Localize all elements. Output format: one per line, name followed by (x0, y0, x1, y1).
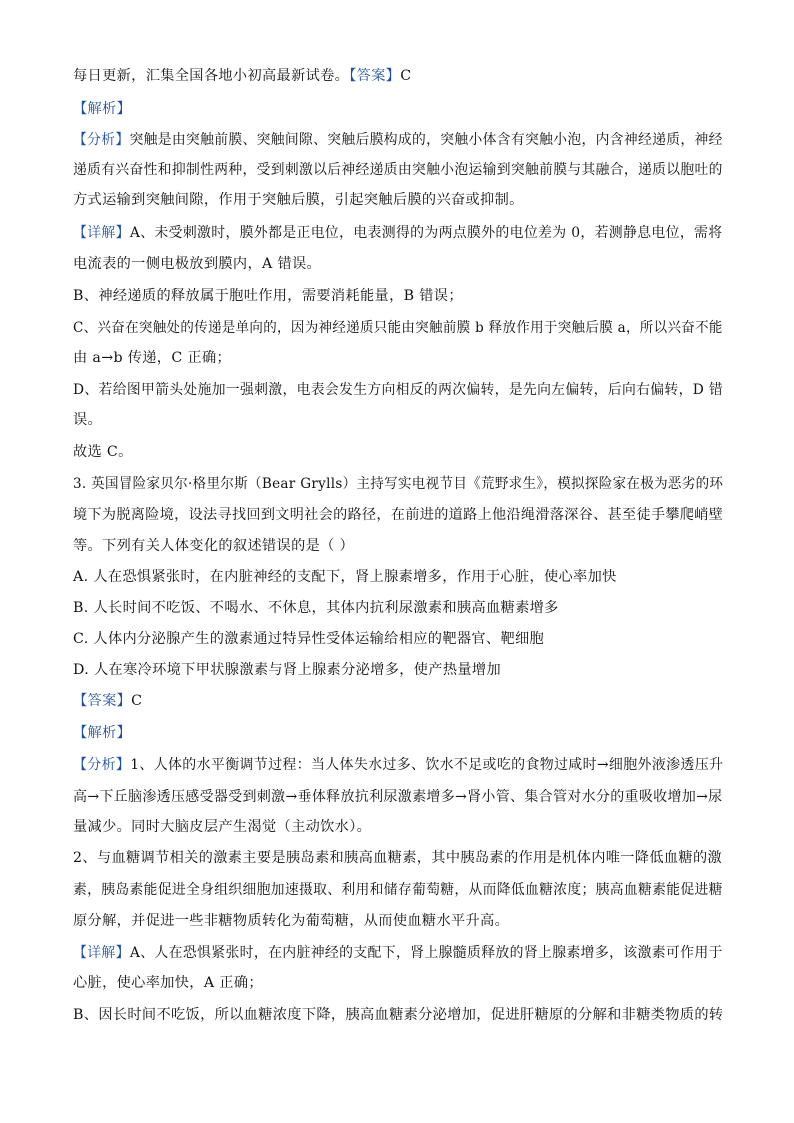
option-d: D. 人在寒冷环境下甲状腺激素与肾上腺素分泌增多，使产热量增加 (73, 662, 501, 678)
detail-text: A、人在恐惧紧张时，在内脏神经的支配下，肾上腺髓质释放的肾上腺素增多，该激素可作用于 (129, 945, 723, 961)
option-b: B. 人长时间不吃饭、不喝水、不休息，其体内抗利尿激素和胰高血糖素增多 (73, 600, 559, 616)
fenxi-tag: 【分析】 (73, 132, 130, 148)
option-c: C. 人体内分泌腺产生的激素通过特异性受体运输给相应的靶器官、靶细胞 (73, 631, 545, 647)
header-line (73, 66, 723, 86)
detail-text: A、未受刺激时，膜外都是正电位，电表测得的为两点膜外的电位差为 0，若测静息电位，需将 (129, 225, 723, 241)
detail-line: B、因长时间不吃饭，所以血糖浓度下降，胰高血糖素分泌增加，促进肝糖原的分解和非糖类物质的转 (73, 1007, 724, 1023)
fenxi-line (73, 755, 724, 775)
detail-tag: 【详解】 (73, 225, 130, 241)
fenxi-line: 高→下丘脑渗透压感受器受到刺激→垂体释放抗利尿激素增多→肾小管、集合管对水分的重吸收增加→尿 (73, 789, 723, 805)
fenxi-line: 原分解，并促进一些非糖物质转化为葡萄糖，从而使血糖水平升高。 (73, 913, 510, 929)
detail-line: 由 a→b 传递，C 正确； (73, 350, 232, 366)
detail-line: C、兴奋在突触处的传递是单向的，因为神经递质只能由突触前膜 b 释放作用于突触后膜 a，所以兴奋不能 (73, 320, 723, 336)
conclusion-line: 故选 C。 (73, 444, 133, 460)
fenxi-tag: 【分析】 (73, 757, 131, 773)
question-stem-line: 3. 英国冒险家贝尔·格里尔斯（Bear Grylls）主持写实电视节目《荒野求生》，模拟探险家在极为恶劣的环 (73, 476, 724, 492)
detail-line: D、若给图甲箭头处施加一强刺激，电表会发生方向相反的两次偏转，是先向左偏转，后向右偏转，D 错 (73, 382, 724, 398)
fenxi-text: 1、人体的水平衡调节过程：当人体失水过多、饮水不足或吃的食物过咸时→细胞外液渗透压升 (130, 757, 724, 773)
detail-line: 误。 (73, 412, 103, 428)
option-a: A. 人在恐惧紧张时，在内脏神经的支配下，肾上腺素增多，作用于心脏，使心率加快 (73, 569, 617, 585)
fenxi-text: 突触是由突触前膜、突触间隙、突触后膜构成的，突触小体含有突触小泡，内含神经递质，神经 (129, 132, 723, 148)
analysis-heading: 【解析】 (73, 101, 132, 117)
question-stem-line: 等。下列有关人体变化的叙述错误的是（ ） (73, 538, 355, 554)
fenxi-line: 方式运输到突触间隙，作用于突触后膜，引起突触后膜的兴奋或抑制。 (73, 192, 524, 208)
fenxi-line: 量减少。同时大脑皮层产生渴觉（主动饮水）。 (73, 819, 372, 835)
answer-value: C (400, 68, 412, 84)
detail-line: 心脏，使心率加快，A 正确； (73, 975, 263, 991)
answer-tag: 【答案】 (73, 693, 132, 709)
question-stem-line: 境下为脱离险境，设法寻找回到文明社会的路径，在前进的道路上他沿绳滑落深谷、甚至徒手攀爬峭壁 (73, 507, 724, 523)
answer-value: C (131, 693, 143, 709)
fenxi-line: 素，胰岛素能促进全身组织细胞加速摄取、利用和储存葡萄糖，从而降低血糖浓度；胰高血糖素能促进糖 (73, 882, 723, 898)
fenxi-line (73, 130, 723, 150)
detail-tag: 【详解】 (73, 945, 130, 961)
header-text: 每日更新，汇集全国各地小初高最新试卷。 (73, 68, 350, 84)
fenxi-line: 递质有兴奋性和抑制性两种，受到刺激以后神经递质由突触小泡运输到突触前膜与其融合，递质以胞吐的 (73, 162, 723, 178)
detail-line (73, 943, 723, 963)
fenxi-line: 2、与血糖调节相关的激素主要是胰岛素和胰高血糖素，其中胰岛素的作用是机体内唯一降低血糖的激 (73, 850, 723, 866)
detail-line: 电流表的一侧电极放到膜内，A 错误。 (73, 256, 322, 272)
detail-line (73, 223, 723, 243)
analysis-heading: 【解析】 (73, 725, 132, 741)
answer-tag: 【答案】 (349, 68, 401, 84)
answer-line (73, 691, 723, 711)
detail-line: B、神经递质的释放属于胞吐作用，需要消耗能量，B 错误； (73, 288, 463, 304)
